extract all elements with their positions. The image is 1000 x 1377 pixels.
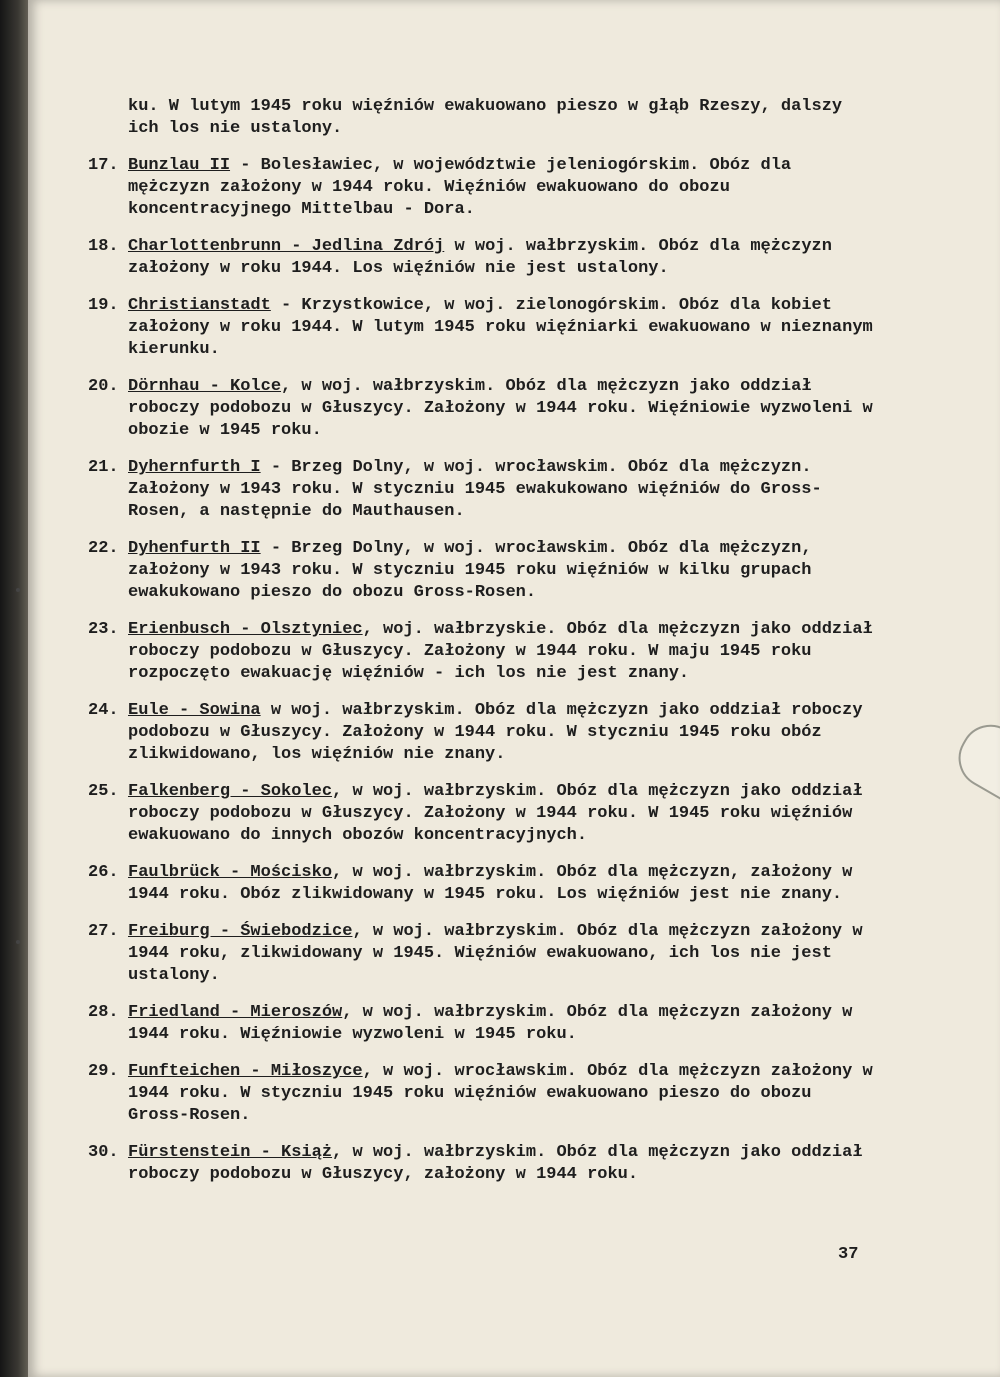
entry-number: 19. xyxy=(88,296,119,315)
entry-number: 26. xyxy=(88,863,119,882)
entry-place: Friedland - Mieroszów xyxy=(128,1003,343,1022)
list-item xyxy=(88,295,888,361)
entry-description: , w woj. wałbrzyskim. Obóz dla mężczyzn jako oddział roboczy podobozu w Głuszycy. Założony w 1944 roku. W 1945 roku więźniów ewakuowano do innych obozów koncentracyjnych. xyxy=(128,782,863,845)
entry-place: Erienbusch - Olsztyniec xyxy=(128,620,363,639)
entry-description: , woj. wałbrzyskie. Obóz dla mężczyzn jako oddział roboczy podobozu w Głuszycy. Założony w 1944 roku. W maju 1945 roku rozpoczęto ewakuację więźniów - ich los nie jest znany. xyxy=(128,620,873,683)
list-item xyxy=(88,236,888,280)
entry-number: 27. xyxy=(88,922,119,941)
entry-description: , w woj. wałbrzyskim. Obóz dla mężczyzn jako oddział roboczy podobozu w Głuszycy. Założony w 1944 roku. Więźniowie wyzwoleni w obozie w 1945 roku. xyxy=(128,377,873,440)
entry-text xyxy=(128,236,878,280)
entry-number: 28. xyxy=(88,1003,119,1022)
entry-text xyxy=(128,862,878,906)
entry-place: Falkenberg - Sokolec xyxy=(128,782,333,801)
list-item xyxy=(88,921,888,987)
list-item xyxy=(88,538,888,604)
entry-description: , w woj. wałbrzyskim. Obóz dla mężczyzn założony w 1944 roku. Więźniowie wyzwoleni w 1945 roku. xyxy=(128,1003,853,1044)
entry-place: Faulbrück - Mościsko xyxy=(128,863,333,882)
entry-description: - Brzeg Dolny, w woj. wrocławskim. Obóz dla mężczyzn. Założony w 1943 roku. W styczniu 1945 ewakukowano więźniów do Gross-Rosen, a następnie do Mauthausen. xyxy=(128,458,822,521)
entry-description: - Brzeg Dolny, w woj. wrocławskim. Obóz dla mężczyzn, założony w 1943 roku. W styczniu 1945 roku więźniów w kilku grupach ewakukowano pieszo do obozu Gross-Rosen. xyxy=(128,539,812,602)
entry-place: Dyhenfurth II xyxy=(128,539,261,558)
entry-description: w woj. wałbrzyskim. Obóz dla mężczyzn jako oddział roboczy podobozu w Głuszycy. Założony w 1944 roku. W styczniu 1945 roku obóz zlikwidowano, los więźniów nie znany. xyxy=(128,701,863,764)
page-content xyxy=(88,96,888,1186)
list-item xyxy=(88,376,888,442)
margin-mark xyxy=(16,940,20,944)
entry-text xyxy=(128,781,878,847)
entry-number: 18. xyxy=(88,237,119,256)
entry-text xyxy=(128,155,878,221)
paper-clip xyxy=(948,714,1000,826)
entry-description: - Krzystkowice, w woj. zielonogórskim. Obóz dla kobiet założony w roku 1944. W lutym 1945 roku więźniarki ewakuowano w nieznanym kierunku. xyxy=(128,296,873,359)
entry-text xyxy=(128,1061,878,1127)
entry-place: Funfteichen - Miłoszyce xyxy=(128,1062,363,1081)
entry-text xyxy=(128,1002,878,1046)
entry-number: 21. xyxy=(88,458,119,477)
margin-mark xyxy=(16,588,20,592)
entry-number: 29. xyxy=(88,1062,119,1081)
list-item xyxy=(88,457,888,523)
list-item xyxy=(88,155,888,221)
entry-place: Christianstadt xyxy=(128,296,271,315)
list-item xyxy=(88,1142,888,1186)
list-item xyxy=(88,1002,888,1046)
entry-description: , w woj. wałbrzyskim. Obóz dla mężczyzn jako oddział roboczy podobozu w Głuszycy, założony w 1944 roku. xyxy=(128,1143,863,1184)
entry-place: Charlottenbrunn - Jedlina Zdrój xyxy=(128,237,445,256)
entry-text xyxy=(128,295,878,361)
entry-number: 30. xyxy=(88,1143,119,1162)
entry-place: Eule - Sowina xyxy=(128,701,261,720)
entry-description: , w woj. wałbrzyskim. Obóz dla mężczyzn założony w 1944 roku, zlikwidowany w 1945. Więźniów ewakuowano, ich los nie jest ustalony. xyxy=(128,922,863,985)
entry-number: 17. xyxy=(88,156,119,175)
entry-text xyxy=(128,619,878,685)
entry-text xyxy=(128,538,878,604)
entry-description: , w woj. wrocławskim. Obóz dla mężczyzn założony w 1944 roku. W styczniu 1945 roku więźniów ewakuowano pieszo do obozu Gross-Rosen. xyxy=(128,1062,873,1125)
entry-place: Fürstenstein - Książ xyxy=(128,1143,333,1162)
list-item xyxy=(88,619,888,685)
entry-number: 22. xyxy=(88,539,119,558)
book-spine xyxy=(0,0,30,1377)
entry-text xyxy=(128,921,878,987)
list-item xyxy=(88,700,888,766)
entry-text xyxy=(128,457,878,523)
entry-number: 25. xyxy=(88,782,119,801)
list-item xyxy=(88,862,888,906)
entry-text xyxy=(128,376,878,442)
intro-paragraph: ku. W lutym 1945 roku więźniów ewakuowano pieszo w głąb Rzeszy, dalszy ich los nie ustalony. xyxy=(128,97,843,138)
document-page xyxy=(28,0,1000,1377)
entry-place: Bunzlau II xyxy=(128,156,231,175)
list-item xyxy=(88,781,888,847)
entry-description: w woj. wałbrzyskim. Obóz dla mężczyzn założony w roku 1944. Los więźniów nie jest ustalony. xyxy=(128,237,832,278)
entry-number: 20. xyxy=(88,377,119,396)
entry-description: - Bolesławiec, w województwie jeleniogórskim. Obóz dla mężczyzn założony w 1944 roku. Więźniów ewakuowano do obozu koncentracyjnego Mittelbau - Dora. xyxy=(128,156,792,219)
entry-place: Dörnhau - Kolce xyxy=(128,377,282,396)
entry-description: , w woj. wałbrzyskim. Obóz dla mężczyzn, założony w 1944 roku. Obóz zlikwidowany w 1945 roku. Los więźniów jest nie znany. xyxy=(128,863,853,904)
entry-place: Freiburg - Świebodzice xyxy=(128,922,353,941)
page-number: 37 xyxy=(838,1245,859,1264)
entry-number: 24. xyxy=(88,701,119,720)
list-item xyxy=(88,1061,888,1127)
entry-text xyxy=(128,700,878,766)
entry-number: 23. xyxy=(88,620,119,639)
entry-text xyxy=(128,1142,878,1186)
entry-place: Dyhernfurth I xyxy=(128,458,261,477)
